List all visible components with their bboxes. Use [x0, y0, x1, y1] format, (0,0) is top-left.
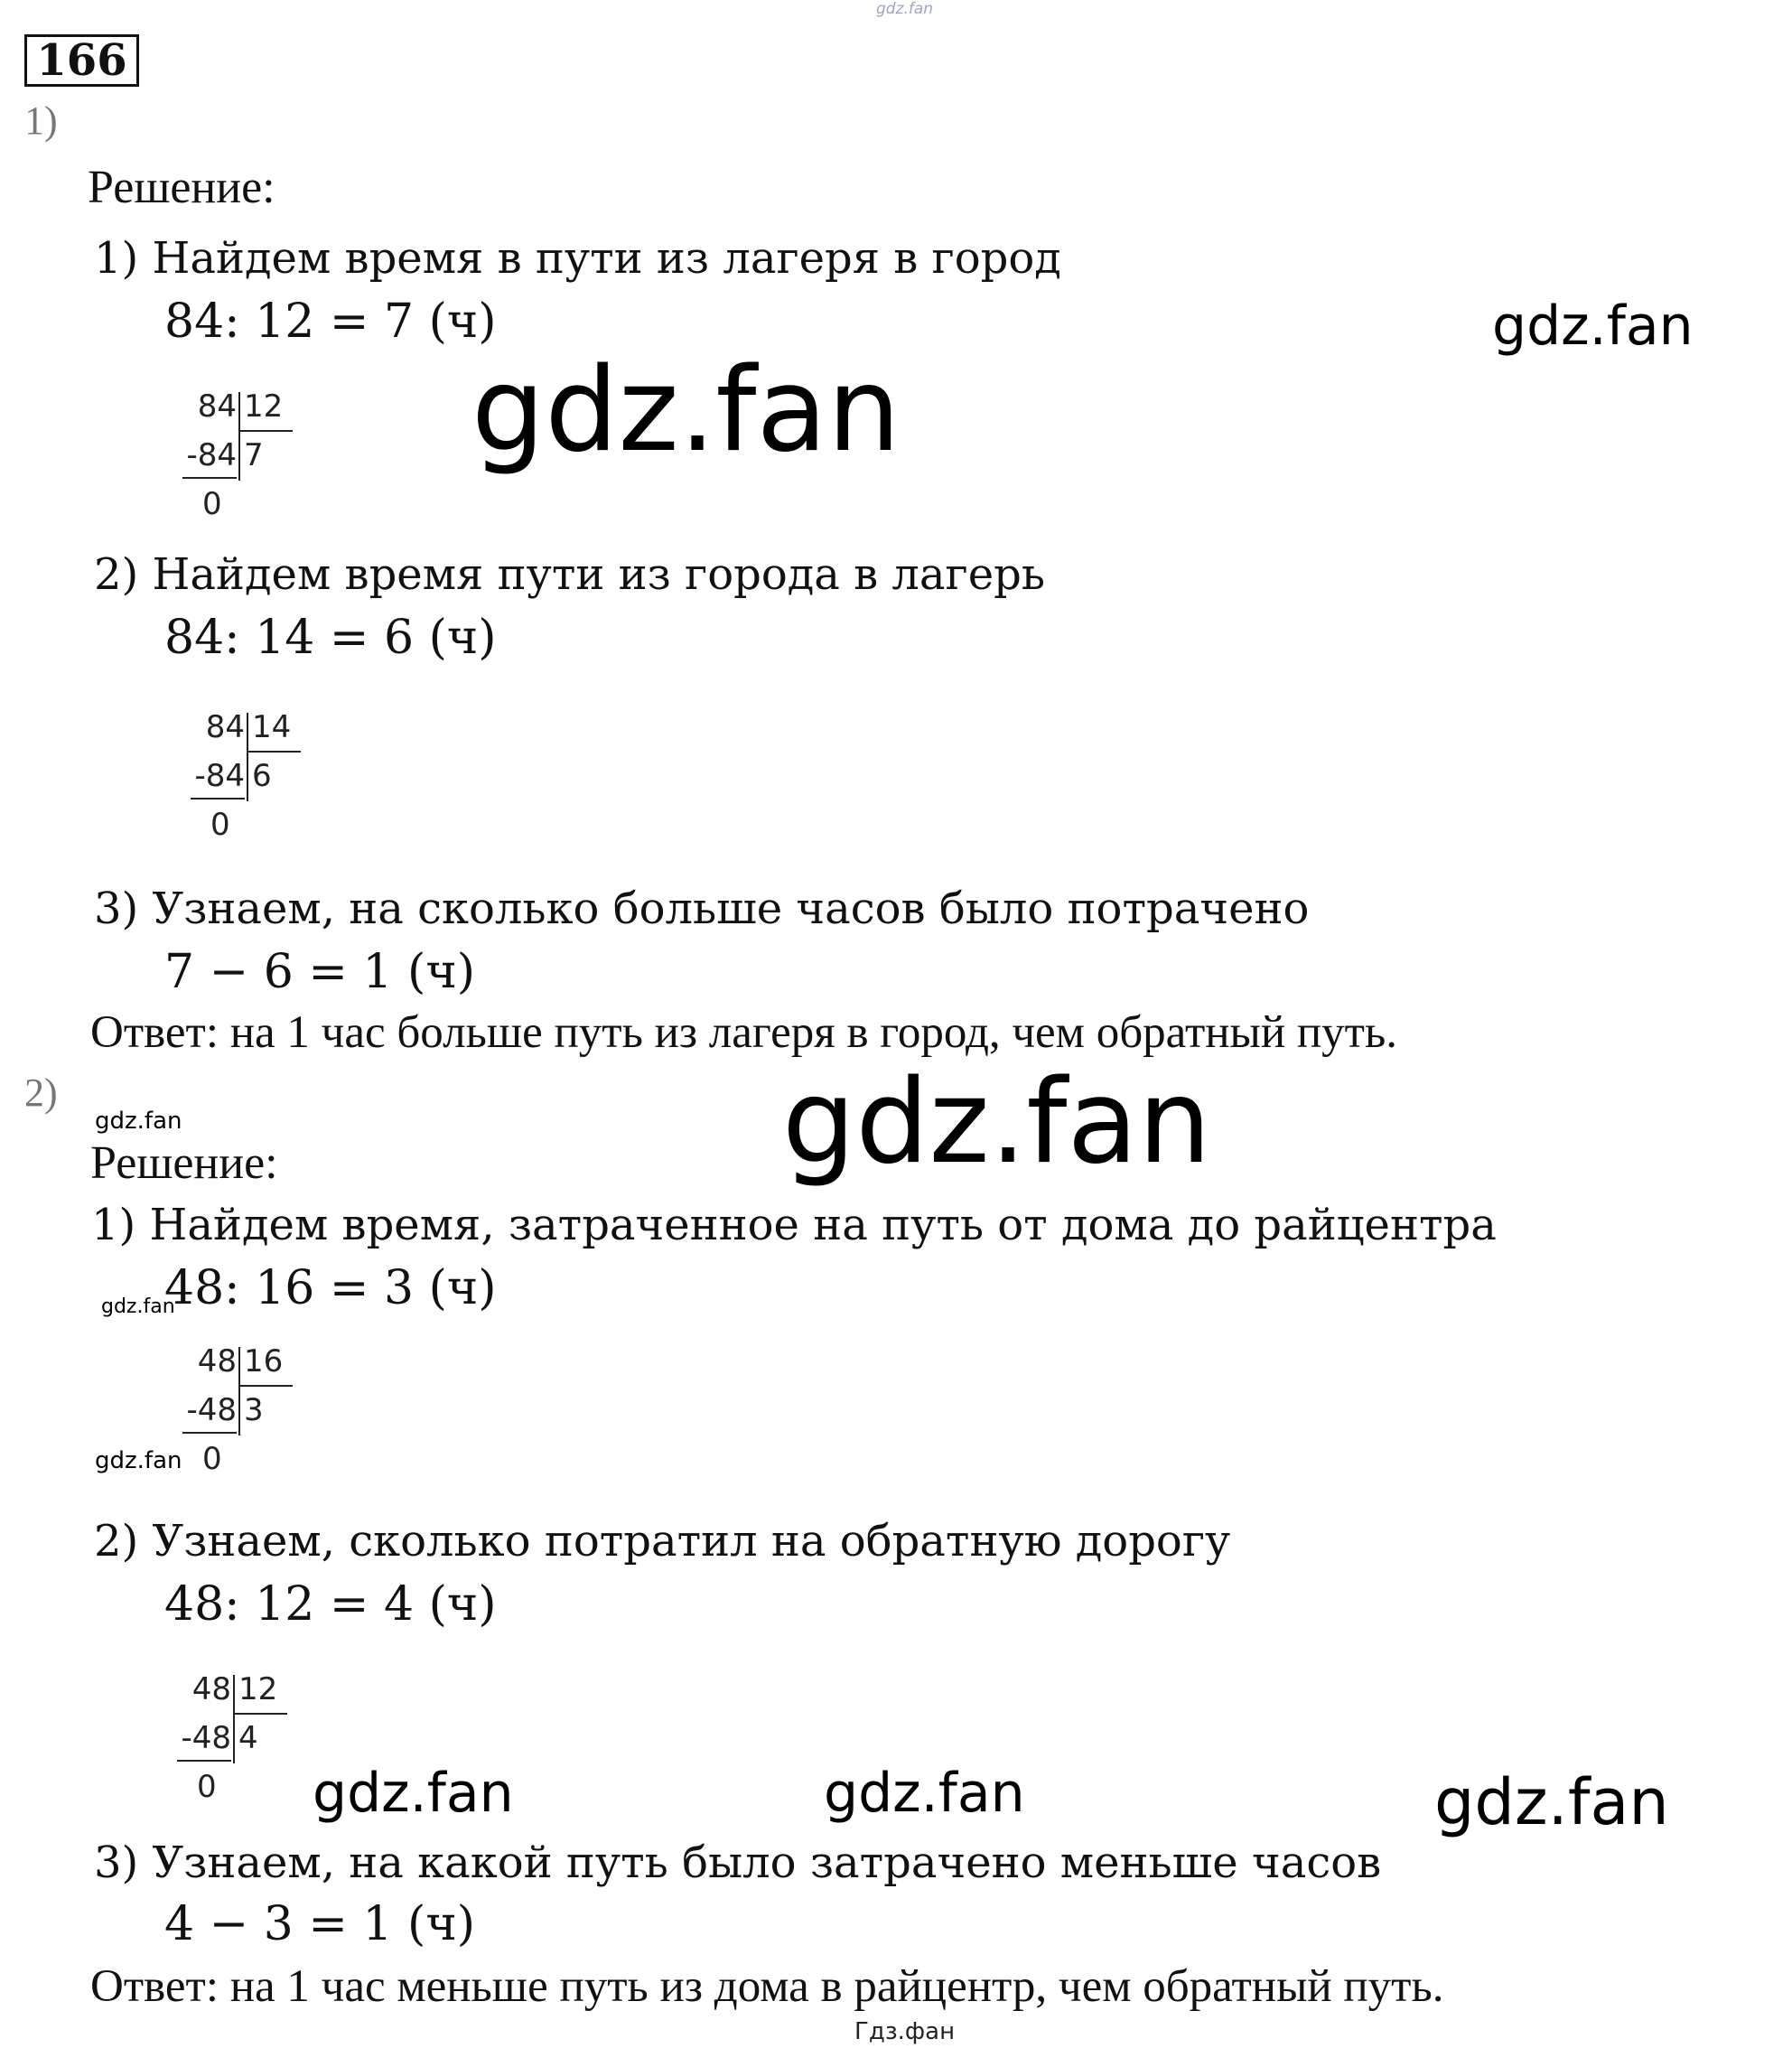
subtrahend: -84 — [186, 437, 237, 473]
divisor-underline — [235, 1713, 287, 1715]
quotient: 4 — [238, 1720, 258, 1756]
division-bar — [238, 392, 240, 481]
remainder: 0 — [202, 486, 222, 522]
division-bar — [238, 1347, 240, 1435]
remainder: 0 — [202, 1441, 222, 1477]
part2-label: 2) — [24, 1071, 58, 1115]
remainder: 0 — [210, 807, 230, 843]
task-number: 166 — [24, 34, 139, 87]
divisor-underline — [240, 430, 293, 432]
part2-step3-equation: 4 − 3 = 1 (ч) — [164, 1897, 475, 1951]
quotient: 7 — [244, 437, 264, 473]
remainder: 0 — [197, 1769, 217, 1805]
divisor: 12 — [238, 1671, 278, 1707]
part2-step2-long-division — [173, 1671, 309, 1807]
divisor-underline — [240, 1385, 293, 1387]
subtrahend: -48 — [186, 1392, 237, 1428]
subtrahend-underline — [191, 798, 245, 800]
dividend: 84 — [205, 709, 245, 745]
dividend: 84 — [197, 388, 237, 425]
divisor: 16 — [244, 1343, 284, 1379]
watermark-top: gdz.fan — [876, 0, 934, 18]
part1-step2-equation: 84: 14 = 6 (ч) — [164, 611, 497, 665]
part2-step2-text: 2) Узнаем, сколько потратил на обратную дорогу — [94, 1516, 1231, 1566]
part1-step2-long-division — [187, 709, 322, 845]
subtrahend: -84 — [194, 758, 245, 794]
watermark-mid-2: gdz.fan — [824, 1762, 1025, 1825]
watermark-large-2: gdz.fan — [782, 1055, 1211, 1190]
watermark-mid-1: gdz.fan — [313, 1762, 514, 1825]
subtrahend-underline — [182, 477, 237, 479]
division-bar — [247, 713, 248, 801]
quotient: 3 — [244, 1392, 264, 1428]
watermark-small-2: gdz.fan — [101, 1295, 175, 1318]
part1-step1-long-division — [179, 388, 314, 524]
part1-heading: Решение: — [88, 162, 275, 213]
part2-step2-equation: 48: 12 = 4 (ч) — [164, 1577, 497, 1632]
part1-step1-text: 1) Найдем время в пути из лагеря в город — [94, 233, 1061, 284]
quotient: 6 — [252, 758, 272, 794]
subtrahend-underline — [177, 1760, 231, 1762]
part1-step1-equation: 84: 12 = 7 (ч) — [164, 295, 497, 349]
part1-answer: Ответ: на 1 час больше путь из лагеря в город, чем обратный путь. — [90, 1007, 1397, 1058]
part2-answer: Ответ: на 1 час меньше путь из дома в райцентр, чем обратный путь. — [90, 1961, 1444, 2012]
part2-step1-equation: 48: 16 = 3 (ч) — [164, 1261, 497, 1315]
watermark-small-1: gdz.fan — [95, 1108, 182, 1135]
part2-step1-long-division — [179, 1343, 314, 1479]
watermark-footer: Гдз.фан — [854, 2018, 956, 2045]
watermark-right-1: gdz.fan — [1492, 295, 1694, 358]
watermark-right-2: gdz.fan — [1434, 1765, 1669, 1839]
part1-step3-equation: 7 − 6 = 1 (ч) — [164, 945, 475, 999]
dividend: 48 — [197, 1343, 237, 1379]
part1-label: 1) — [24, 98, 58, 143]
part2-step3-text: 3) Узнаем, на какой путь было затрачено меньше часов — [94, 1838, 1382, 1888]
part1-step2-text: 2) Найдем время пути из города в лагерь — [94, 549, 1045, 600]
subtrahend: -48 — [181, 1720, 231, 1756]
dividend: 48 — [191, 1671, 231, 1707]
watermark-large-1: gdz.fan — [471, 343, 901, 478]
divisor: 12 — [244, 388, 284, 425]
divisor-underline — [248, 751, 301, 753]
divisor: 14 — [252, 709, 292, 745]
division-bar — [233, 1675, 235, 1763]
subtrahend-underline — [182, 1432, 237, 1434]
part1-step3-text: 3) Узнаем, на сколько больше часов было потрачено — [94, 884, 1310, 934]
part2-step1-text: 1) Найдем время, затраченное на путь от дома до райцентра — [91, 1200, 1497, 1250]
watermark-small-3: gdz.fan — [95, 1447, 182, 1474]
part2-heading: Решение: — [90, 1137, 278, 1189]
